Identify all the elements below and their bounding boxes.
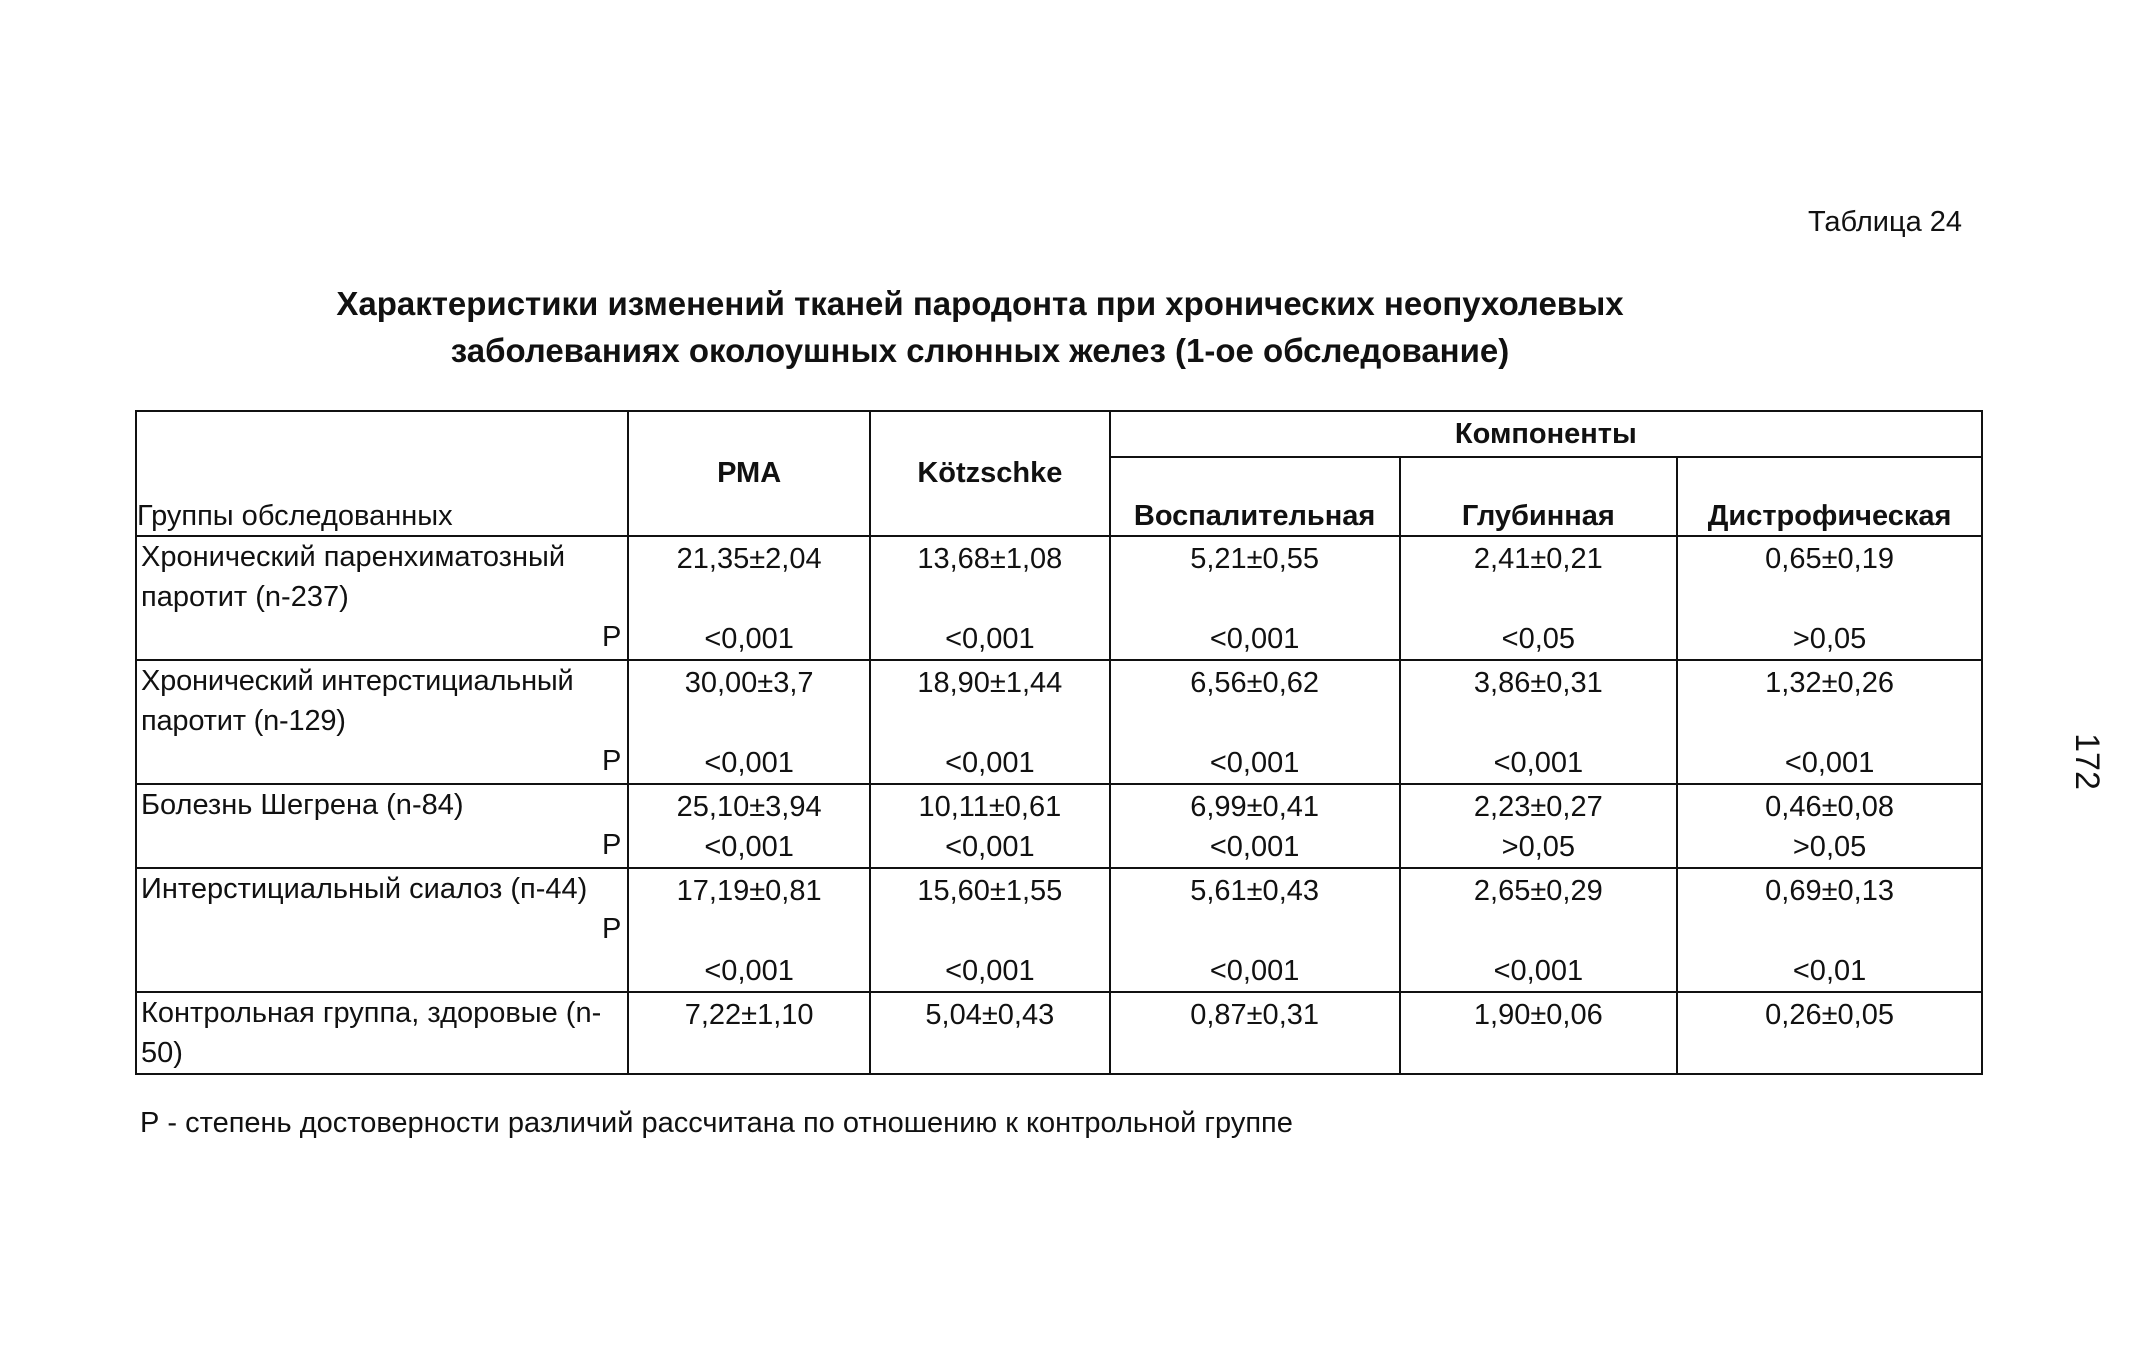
p-value: <0,001 [1784, 747, 1875, 779]
p-value: <0,001 [1209, 955, 1300, 987]
mean-value: 2,23±0,27 [1473, 791, 1603, 823]
mean-value: 2,41±0,21 [1473, 543, 1603, 575]
p-value: <0,001 [945, 955, 1035, 987]
p-value: <0,001 [1209, 831, 1300, 863]
mean-value: 30,00±3,7 [684, 667, 814, 699]
footnote: Р - степень достоверности различий рассчитана по отношению к контрольной группе [140, 1107, 1293, 1139]
data-table [135, 410, 1983, 1075]
value-cell [1400, 784, 1678, 868]
mean-value: 13,68±1,08 [917, 543, 1063, 575]
row-p-label: Р [601, 829, 622, 861]
header-components: Компоненты [1110, 411, 1982, 457]
row-group-name: Болезнь Шегрена (n-84) [141, 789, 464, 821]
mean-value: 2,65±0,29 [1473, 875, 1603, 907]
p-value: <0,001 [945, 623, 1035, 655]
row-group-cell [136, 868, 628, 992]
p-value: <0,001 [704, 747, 794, 779]
table-row [136, 784, 1982, 868]
p-value: <0,01 [1792, 955, 1867, 987]
mean-value: 7,22±1,10 [684, 999, 814, 1031]
mean-value: 21,35±2,04 [676, 543, 822, 575]
value-cell [628, 660, 870, 784]
row-group-name: Интерстициальный сиалоз (п-44) [141, 873, 588, 905]
cell-spacer [871, 703, 1109, 743]
row-group-name: Хронический паренхиматозный паротит (n-237) [141, 541, 566, 613]
mean-value: 17,19±0,81 [676, 875, 822, 907]
mean-value: 6,99±0,41 [1190, 791, 1320, 823]
table-title [180, 280, 1780, 374]
value-cell [1400, 992, 1678, 1074]
value-cell [1400, 660, 1678, 784]
mean-value: 5,21±0,55 [1190, 543, 1320, 575]
mean-value: 5,04±0,43 [925, 999, 1055, 1031]
cell-spacer [1678, 911, 1981, 951]
value-cell [870, 660, 1110, 784]
mean-value: 5,61±0,43 [1190, 875, 1320, 907]
row-group-name: Хронический интерстициальный паротит (n-129) [141, 665, 574, 737]
header-inflammatory: Воспалительная [1110, 457, 1400, 536]
cell-spacer [1111, 579, 1399, 619]
value-cell [870, 784, 1110, 868]
cell-spacer [1111, 703, 1399, 743]
value-cell [1677, 784, 1982, 868]
row-group-name: Контрольная группа, здоровые (n-50) [141, 997, 602, 1069]
table-title-line-1: Характеристики изменений тканей пародонта при хронических неопухолевых [336, 285, 1624, 322]
header-deep: Глубинная [1400, 457, 1678, 536]
cell-spacer [1401, 579, 1677, 619]
value-cell [628, 992, 870, 1074]
mean-value: 3,86±0,31 [1473, 667, 1603, 699]
value-cell [870, 992, 1110, 1074]
table-title-line-2: заболеваниях околоушных слюнных желез (1-ое обследование) [450, 332, 1510, 369]
cell-spacer [1678, 703, 1981, 743]
cell-spacer [629, 579, 869, 619]
value-cell [628, 784, 870, 868]
value-cell [1677, 868, 1982, 992]
p-value: <0,001 [1493, 955, 1584, 987]
cell-spacer [629, 911, 869, 951]
p-value: >0,05 [1792, 623, 1867, 655]
value-cell [1110, 536, 1400, 660]
cell-spacer [629, 703, 869, 743]
row-group-cell [136, 536, 628, 660]
page-number: 172 [2067, 733, 2106, 790]
p-value: <0,001 [1493, 747, 1584, 779]
mean-value: 6,56±0,62 [1190, 667, 1320, 699]
row-p-label: Р [601, 745, 622, 777]
value-cell [1110, 784, 1400, 868]
cell-spacer [1401, 911, 1677, 951]
value-cell [1677, 992, 1982, 1074]
cell-spacer [1678, 579, 1981, 619]
cell-spacer [871, 579, 1109, 619]
p-value: <0,001 [704, 955, 794, 987]
mean-value: 18,90±1,44 [917, 667, 1063, 699]
value-cell [1110, 868, 1400, 992]
mean-value: 15,60±1,55 [917, 875, 1063, 907]
p-value: <0,001 [704, 831, 794, 863]
value-cell [1110, 992, 1400, 1074]
p-value: >0,05 [1792, 831, 1867, 863]
mean-value: 0,26±0,05 [1765, 999, 1894, 1031]
table-number-label: Таблица 24 [1808, 206, 1963, 238]
cell-spacer [871, 911, 1109, 951]
p-value: >0,05 [1501, 831, 1576, 863]
cell-spacer [1111, 911, 1399, 951]
header-pma: РМА [628, 411, 870, 536]
row-group-cell [136, 660, 628, 784]
table-row [136, 868, 1982, 992]
mean-value: 0,65±0,19 [1765, 543, 1894, 575]
row-p-label: Р [601, 621, 622, 653]
p-value: <0,001 [704, 623, 794, 655]
value-cell [1400, 868, 1678, 992]
value-cell [1400, 536, 1678, 660]
table-row [136, 992, 1982, 1074]
mean-value: 1,90±0,06 [1473, 999, 1603, 1031]
mean-value: 25,10±3,94 [676, 791, 822, 823]
header-dystrophic: Дистрофическая [1677, 457, 1982, 536]
mean-value: 0,87±0,31 [1190, 999, 1320, 1031]
value-cell [628, 536, 870, 660]
table-body [136, 536, 1982, 1074]
row-group-cell [136, 784, 628, 868]
table-row [136, 536, 1982, 660]
table-row [136, 660, 1982, 784]
value-cell [1677, 660, 1982, 784]
value-cell [870, 536, 1110, 660]
p-value: <0,001 [945, 831, 1035, 863]
p-value: <0,05 [1501, 623, 1576, 655]
mean-value: 0,69±0,13 [1765, 875, 1894, 907]
value-cell [628, 868, 870, 992]
p-value: <0,001 [1209, 623, 1300, 655]
p-value: <0,001 [1209, 747, 1300, 779]
p-value: <0,001 [945, 747, 1035, 779]
mean-value: 1,32±0,26 [1765, 667, 1894, 699]
header-kotzschke: Kötzschke [870, 411, 1110, 536]
mean-value: 0,46±0,08 [1765, 791, 1894, 823]
header-groups: Группы обследованных [136, 411, 628, 536]
cell-spacer [1401, 703, 1677, 743]
value-cell [1677, 536, 1982, 660]
value-cell [870, 868, 1110, 992]
row-p-label: Р [601, 913, 622, 945]
row-group-cell [136, 992, 628, 1074]
mean-value: 10,11±0,61 [918, 791, 1062, 823]
value-cell [1110, 660, 1400, 784]
